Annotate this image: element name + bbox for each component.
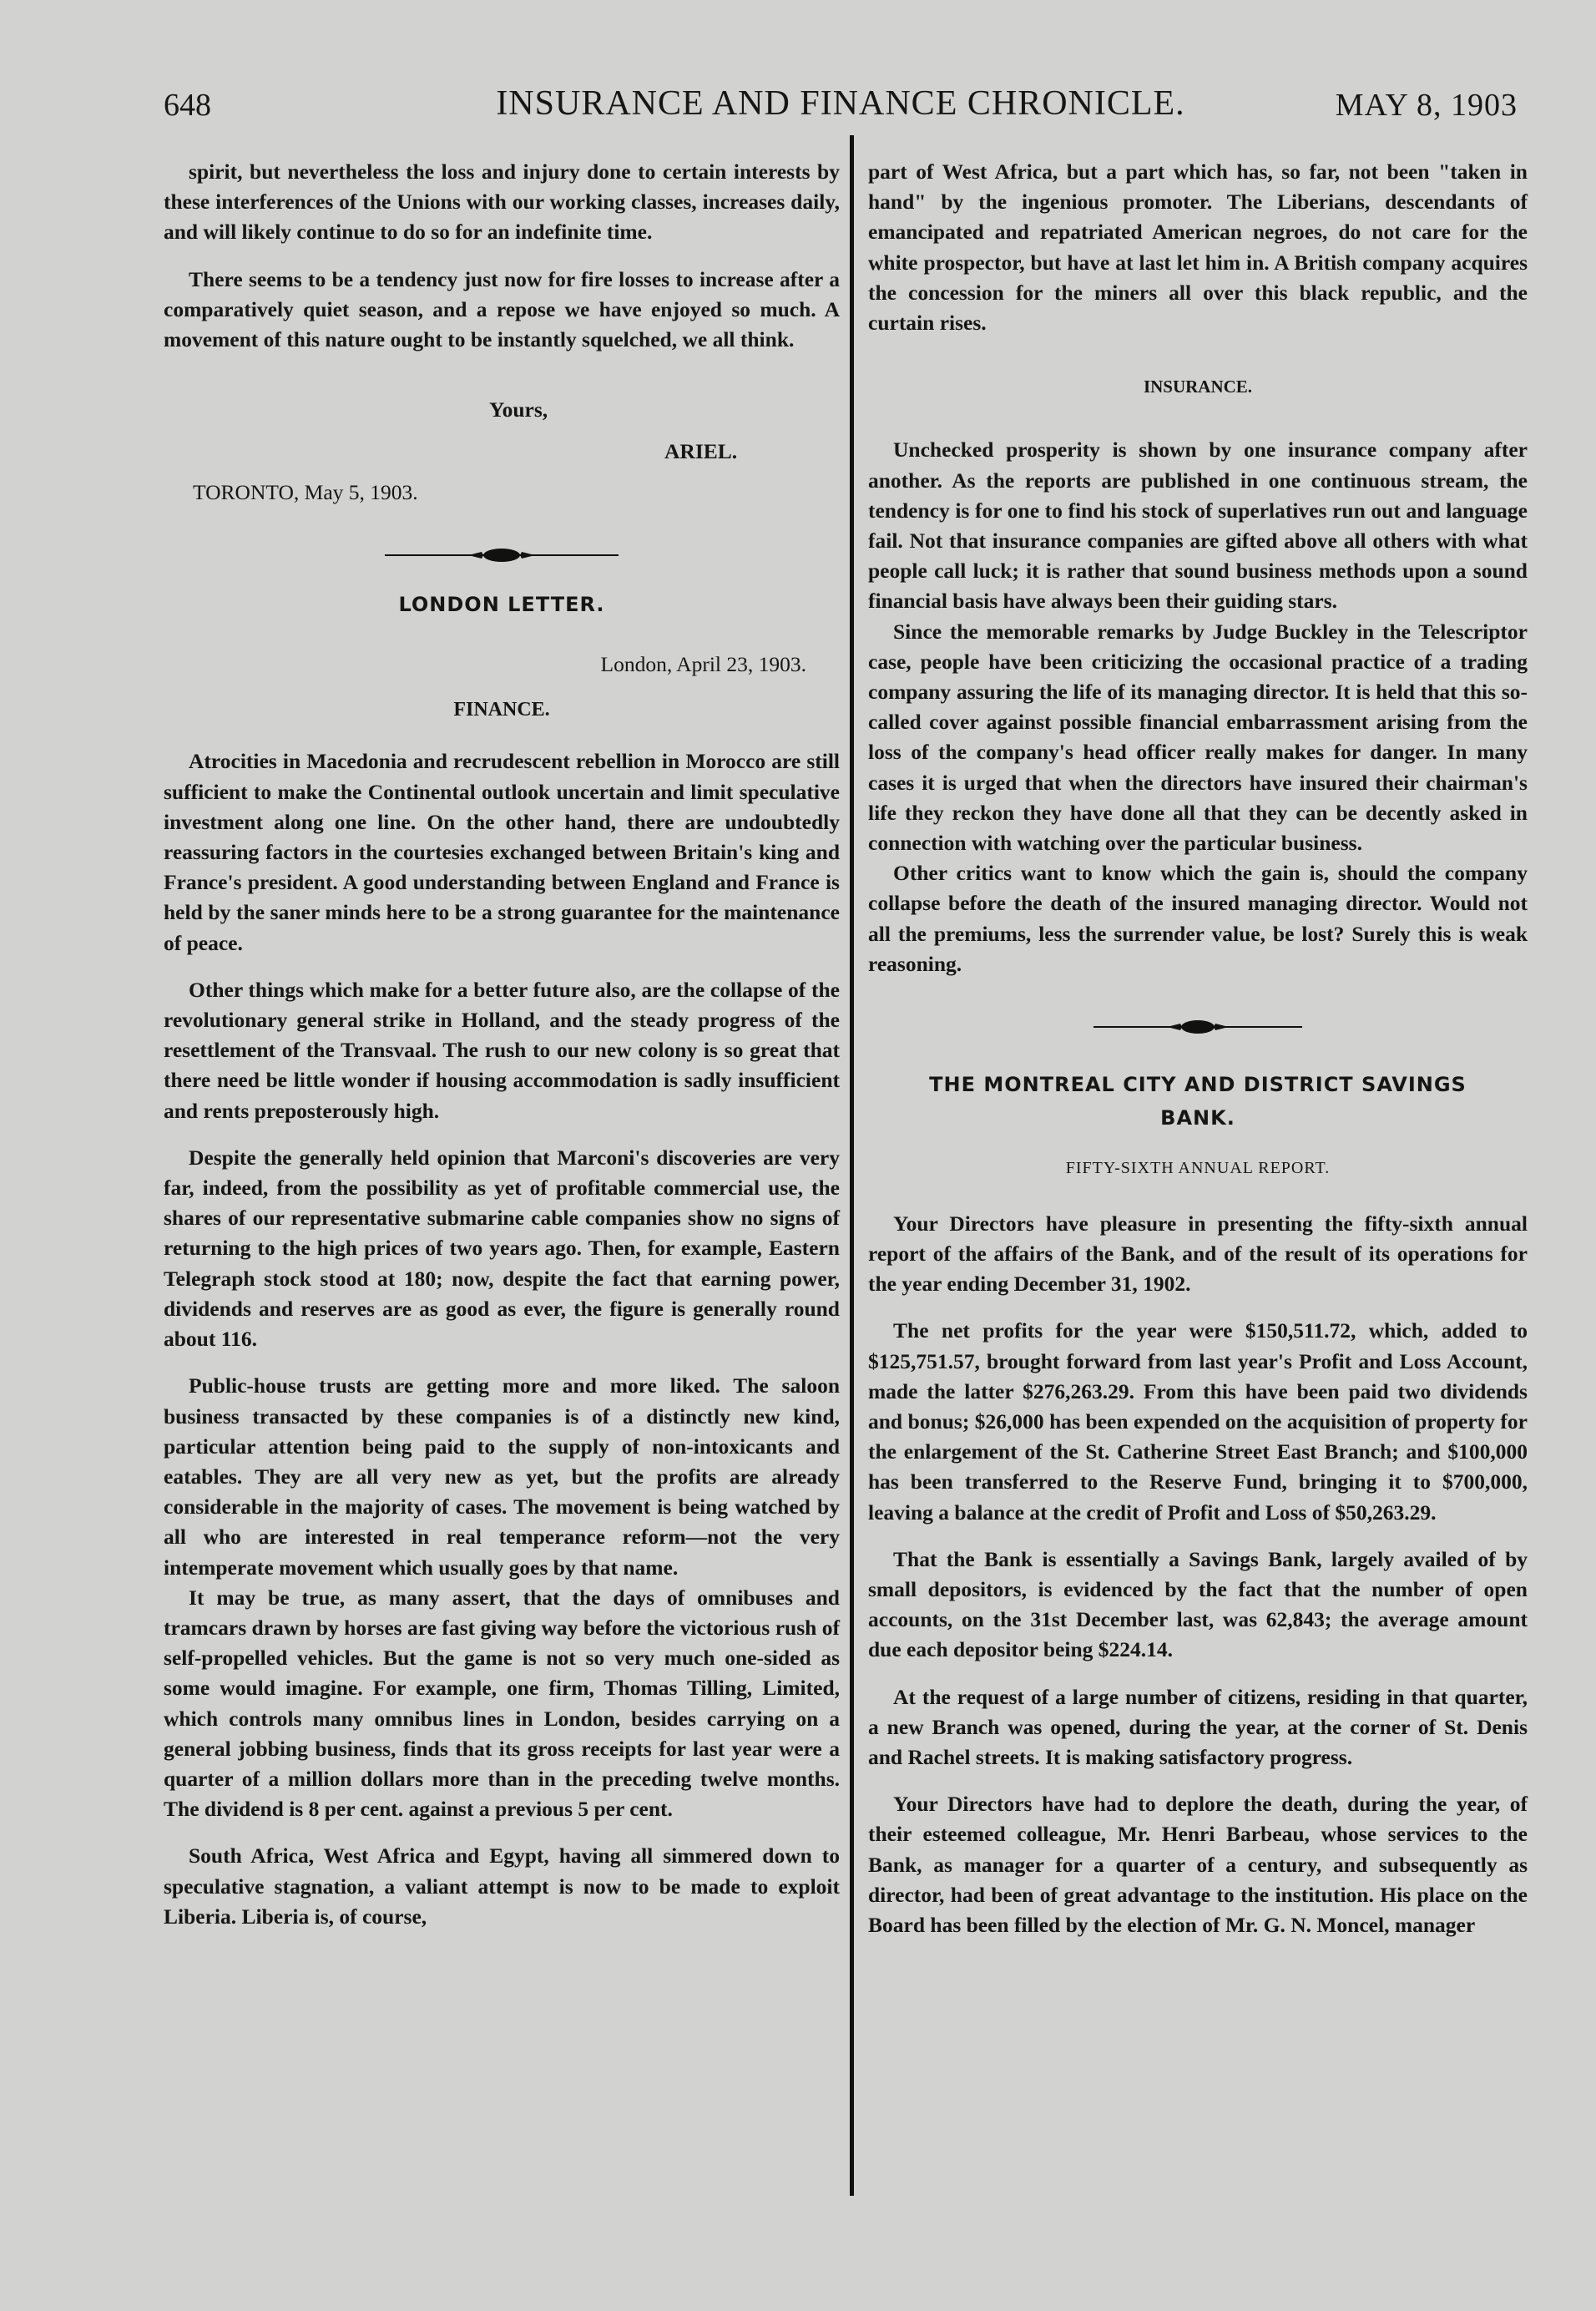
letter-paragraph: spirit, but nevertheless the loss and injury done to certain interests by these interferences of the Unions with our working classes, increases daily, and will likely continue to do so for an indefinite time. bbox=[164, 159, 840, 245]
article-paragraph: Other things which make for a better future also, are the collapse of the revolutionary general strike in Holland, and the steady progress of the resettlement of the Transvaal. The rush to our new colony is so great that there need be little wonder if housing accommodation is sadly insufficient and rents preposterously high. bbox=[164, 977, 840, 1123]
report-paragraph: Your Directors have pleasure in presenting the fifty-sixth annual report of the affairs of the Bank, and of the result of its operations for the year ending December 31, 1902. bbox=[868, 1211, 1528, 1297]
report-paragraph: At the request of a large number of citizens, residing in that quarter, a new Branch was opened, during the year, at the corner of St. Denis and Rachel streets. It is making satisfactory progress. bbox=[868, 1684, 1528, 1769]
article-paragraph: Despite the generally held opinion that Marconi's discoveries are very far, indeed, from the possibility as yet of profitable commercial use, the shares of our representative submarine cable companies show no signs of returning to the high prices of two years ago. Then, for example, Eastern Telegraph stock stood at 180; now, despite the fact that earning power, dividends and reserves are as good as ever, the figure is generally round about 116. bbox=[164, 1145, 840, 1352]
article-paragraph: Other critics want to know which the gain is, should the company collapse before the death of the insured managing director. Would not all the premiums, less the surrender value, be lost? Surely this is weak reasoning. bbox=[868, 861, 1528, 976]
report-paragraph: The net profits for the year were $150,511.72, which, added to $125,751.57, brought forward from last year's Profit and Loss Account, made the latter $276,263.29. From this have been paid two dividends and bonus; $26,000 has been expended on the acquisition of property for the enlargement of the St. Catherine Street East Branch; and $100,000 has been transferred to the Reserve Fund, bringing it to $700,000, leaving a balance at the credit of Profit and Loss of $50,263.29. bbox=[868, 1318, 1528, 1525]
letter-paragraph: There seems to be a tendency just now for fire losses to increase after a comparatively quiet season, and a repose we have enjoyed so much. A movement of this nature ought to be instantly squelched, we all think. bbox=[164, 266, 840, 352]
report-paragraph: That the Bank is essentially a Savings Bank, largely availed of by small depositors, is evidenced by the fact that the number of open accounts, on the 31st December last, was 62,843; the average amount due each depositor being $224.14. bbox=[868, 1546, 1528, 1662]
page-header bbox=[164, 78, 1518, 129]
report-paragraph: Your Directors have had to deplore the death, during the year, of their esteemed colleague, Mr. Henri Barbeau, whose services to the Bank, as manager for a quarter of a century, and subsequently as director, had been of great advantage to the institution. His place on the Board has been filled by the election of Mr. G. N. Moncel, manager bbox=[868, 1792, 1528, 1937]
publication-title: INSURANCE AND FINANCE CHRONICLE. bbox=[496, 84, 1185, 123]
signature-closing: Yours, bbox=[489, 397, 548, 422]
column-rule bbox=[850, 135, 854, 2196]
subheading-insurance: INSURANCE. bbox=[1143, 377, 1253, 397]
issue-date: MAY 8, 1903 bbox=[1335, 88, 1518, 123]
section-heading-bank-cont: BANK. bbox=[1160, 1106, 1235, 1130]
article-paragraph: Unchecked prosperity is shown by one insurance company after another. As the reports are published in one continuous stream, the tendency is for one to find his stock of superlatives run out and language fail. Not that insurance companies are gifted above all others with what people call luck; it is rather that sound business methods upon a sound financial basis have always been their guiding stars. bbox=[868, 437, 1528, 614]
signature-place-date: TORONTO, May 5, 1903. bbox=[193, 479, 418, 504]
article-paragraph: South Africa, West Africa and Egypt, having all simmered down to speculative stagnation, a valiant attempt is now to be made to exploit Liberia. Liberia is, of course, bbox=[164, 1843, 840, 1929]
signature-name: ARIEL. bbox=[664, 439, 738, 464]
page-number: 648 bbox=[164, 88, 211, 123]
dateline: London, April 23, 1903. bbox=[600, 652, 806, 677]
section-heading-london-letter: LONDON LETTER. bbox=[398, 592, 605, 616]
article-paragraph: Atrocities in Macedonia and recrudescent rebellion in Morocco are still sufficient to make the Continental outlook uncertain and limit speculative investment along one line. On the other hand, there are undoubtedly reassuring factors in the courtesies exchanged between Britain's king and France's president. A good understanding between England and France is held by the saner minds here to be a strong guarantee for the maintenance of peace. bbox=[164, 749, 840, 955]
right-column bbox=[868, 157, 1528, 1940]
ornamental-rule-icon bbox=[1093, 1018, 1302, 1036]
ornamental-rule-icon bbox=[385, 546, 619, 564]
left-column bbox=[164, 157, 840, 1932]
subheading-annual-report: FIFTY-SIXTH ANNUAL REPORT. bbox=[1065, 1159, 1331, 1178]
article-paragraph: Since the memorable remarks by Judge Buckley in the Telescriptor case, people have been criticizing the occasional practice of a trading company assuring the life of its managing director. It is held that this so-called cover against possible financial embarrassment arising from the loss of the company's head officer really makes for danger. In many cases it is urged that when the directors have insured their chairman's life they reckon they have done all that they can be decently asked in connection with watching over the particular business. bbox=[868, 619, 1528, 856]
article-paragraph: It may be true, as many assert, that the days of omnibuses and tramcars drawn by horses are fast giving way before the victorious rush of self-propelled vehicles. But the game is not so very much one-sided as some would imagine. For example, one firm, Thomas Tilling, Limited, which controls many omnibus lines in London, besides carrying on a general jobbing business, finds that its gross receipts for last year were a quarter of a million dollars more than in the preceding twelve months. The dividend is 8 per cent. against a previous 5 per cent. bbox=[164, 1585, 840, 1822]
section-heading-bank: THE MONTREAL CITY AND DISTRICT SAVINGS bbox=[929, 1073, 1467, 1097]
article-paragraph: part of West Africa, but a part which has, so far, not been "taken in hand" by the ingenious promoter. The Liberians, descendants of emancipated and repatriated American negroes, do not care for the white prospector, but have at last let him in. A British company acquires the concession for the miners all over this black republic, and the curtain rises. bbox=[868, 159, 1528, 336]
article-paragraph: Public-house trusts are getting more and more liked. The saloon business transacted by these companies is of a distinctly new kind, particular attention being paid to the supply of non-intoxicants and eatables. They are all very new as yet, but the profits are already considerable in the majority of cases. The movement is being watched by all who are interested in real temperance reform—not the very intemperate movement which usually goes by that name. bbox=[164, 1373, 840, 1580]
subheading-finance: FINANCE. bbox=[453, 699, 550, 721]
